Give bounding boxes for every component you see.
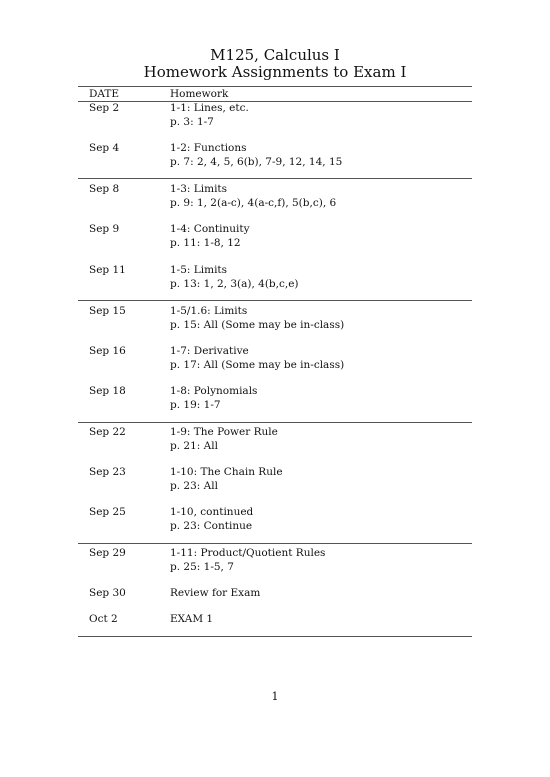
row-problems: p. 9: 1, 2(a-c), 4(a-c,f), 5(b,c), 6 [170,197,337,209]
week-divider [78,300,472,301]
row-topic: 1-5/1.6: Limits [170,305,248,317]
table-top-rule [78,86,472,87]
row-topic: 1-9: The Power Rule [170,426,278,438]
header-homework: Homework [170,88,229,100]
row-problems: p. 21: All [170,440,218,452]
row-problems: p. 3: 1-7 [170,116,214,128]
row-topic: 1-3: Limits [170,183,228,195]
row-date: Sep 23 [89,466,126,478]
row-problems: p. 23: Continue [170,520,253,532]
document-subtitle: Homework Assignments to Exam I [143,63,407,81]
table-bottom-rule [78,636,472,637]
row-problems: p. 25: 1-5, 7 [170,561,234,573]
week-divider [78,422,472,423]
row-date: Sep 30 [89,587,126,599]
week-divider [78,543,472,544]
header-rule [78,101,472,102]
row-problems: p. 23: All [170,480,218,492]
row-topic: EXAM 1 [170,613,214,625]
row-date: Sep 18 [89,385,126,397]
row-topic: 1-4: Continuity [170,223,250,235]
row-topic: 1-7: Derivative [170,345,249,357]
row-date: Sep 2 [89,102,120,114]
header-date: DATE [89,88,120,100]
row-topic: 1-10, continued [170,506,254,518]
row-problems: p. 15: All (Some may be in-class) [170,319,345,331]
row-problems: p. 13: 1, 2, 3(a), 4(b,c,e) [170,278,299,290]
row-problems: p. 17: All (Some may be in-class) [170,359,345,371]
row-topic: Review for Exam [170,587,261,599]
row-topic: 1-2: Functions [170,142,247,154]
row-date: Oct 2 [89,613,118,625]
week-divider [78,178,472,179]
row-date: Sep 15 [89,305,126,317]
row-date: Sep 22 [89,426,126,438]
row-topic: 1-5: Limits [170,264,228,276]
row-problems: p. 7: 2, 4, 5, 6(b), 7-9, 12, 14, 15 [170,156,343,168]
row-problems: p. 19: 1-7 [170,399,221,411]
row-date: Sep 11 [89,264,126,276]
row-topic: 1-1: Lines, etc. [170,102,249,114]
row-date: Sep 4 [89,142,120,154]
row-topic: 1-10: The Chain Rule [170,466,283,478]
document-title: M125, Calculus I [210,46,340,64]
row-topic: 1-11: Product/Quotient Rules [170,547,326,559]
page-number: 1 [271,690,279,703]
row-date: Sep 8 [89,183,120,195]
row-date: Sep 9 [89,223,120,235]
row-date: Sep 25 [89,506,126,518]
row-date: Sep 29 [89,547,126,559]
row-topic: 1-8: Polynomials [170,385,258,397]
row-problems: p. 11: 1-8, 12 [170,237,241,249]
row-date: Sep 16 [89,345,126,357]
